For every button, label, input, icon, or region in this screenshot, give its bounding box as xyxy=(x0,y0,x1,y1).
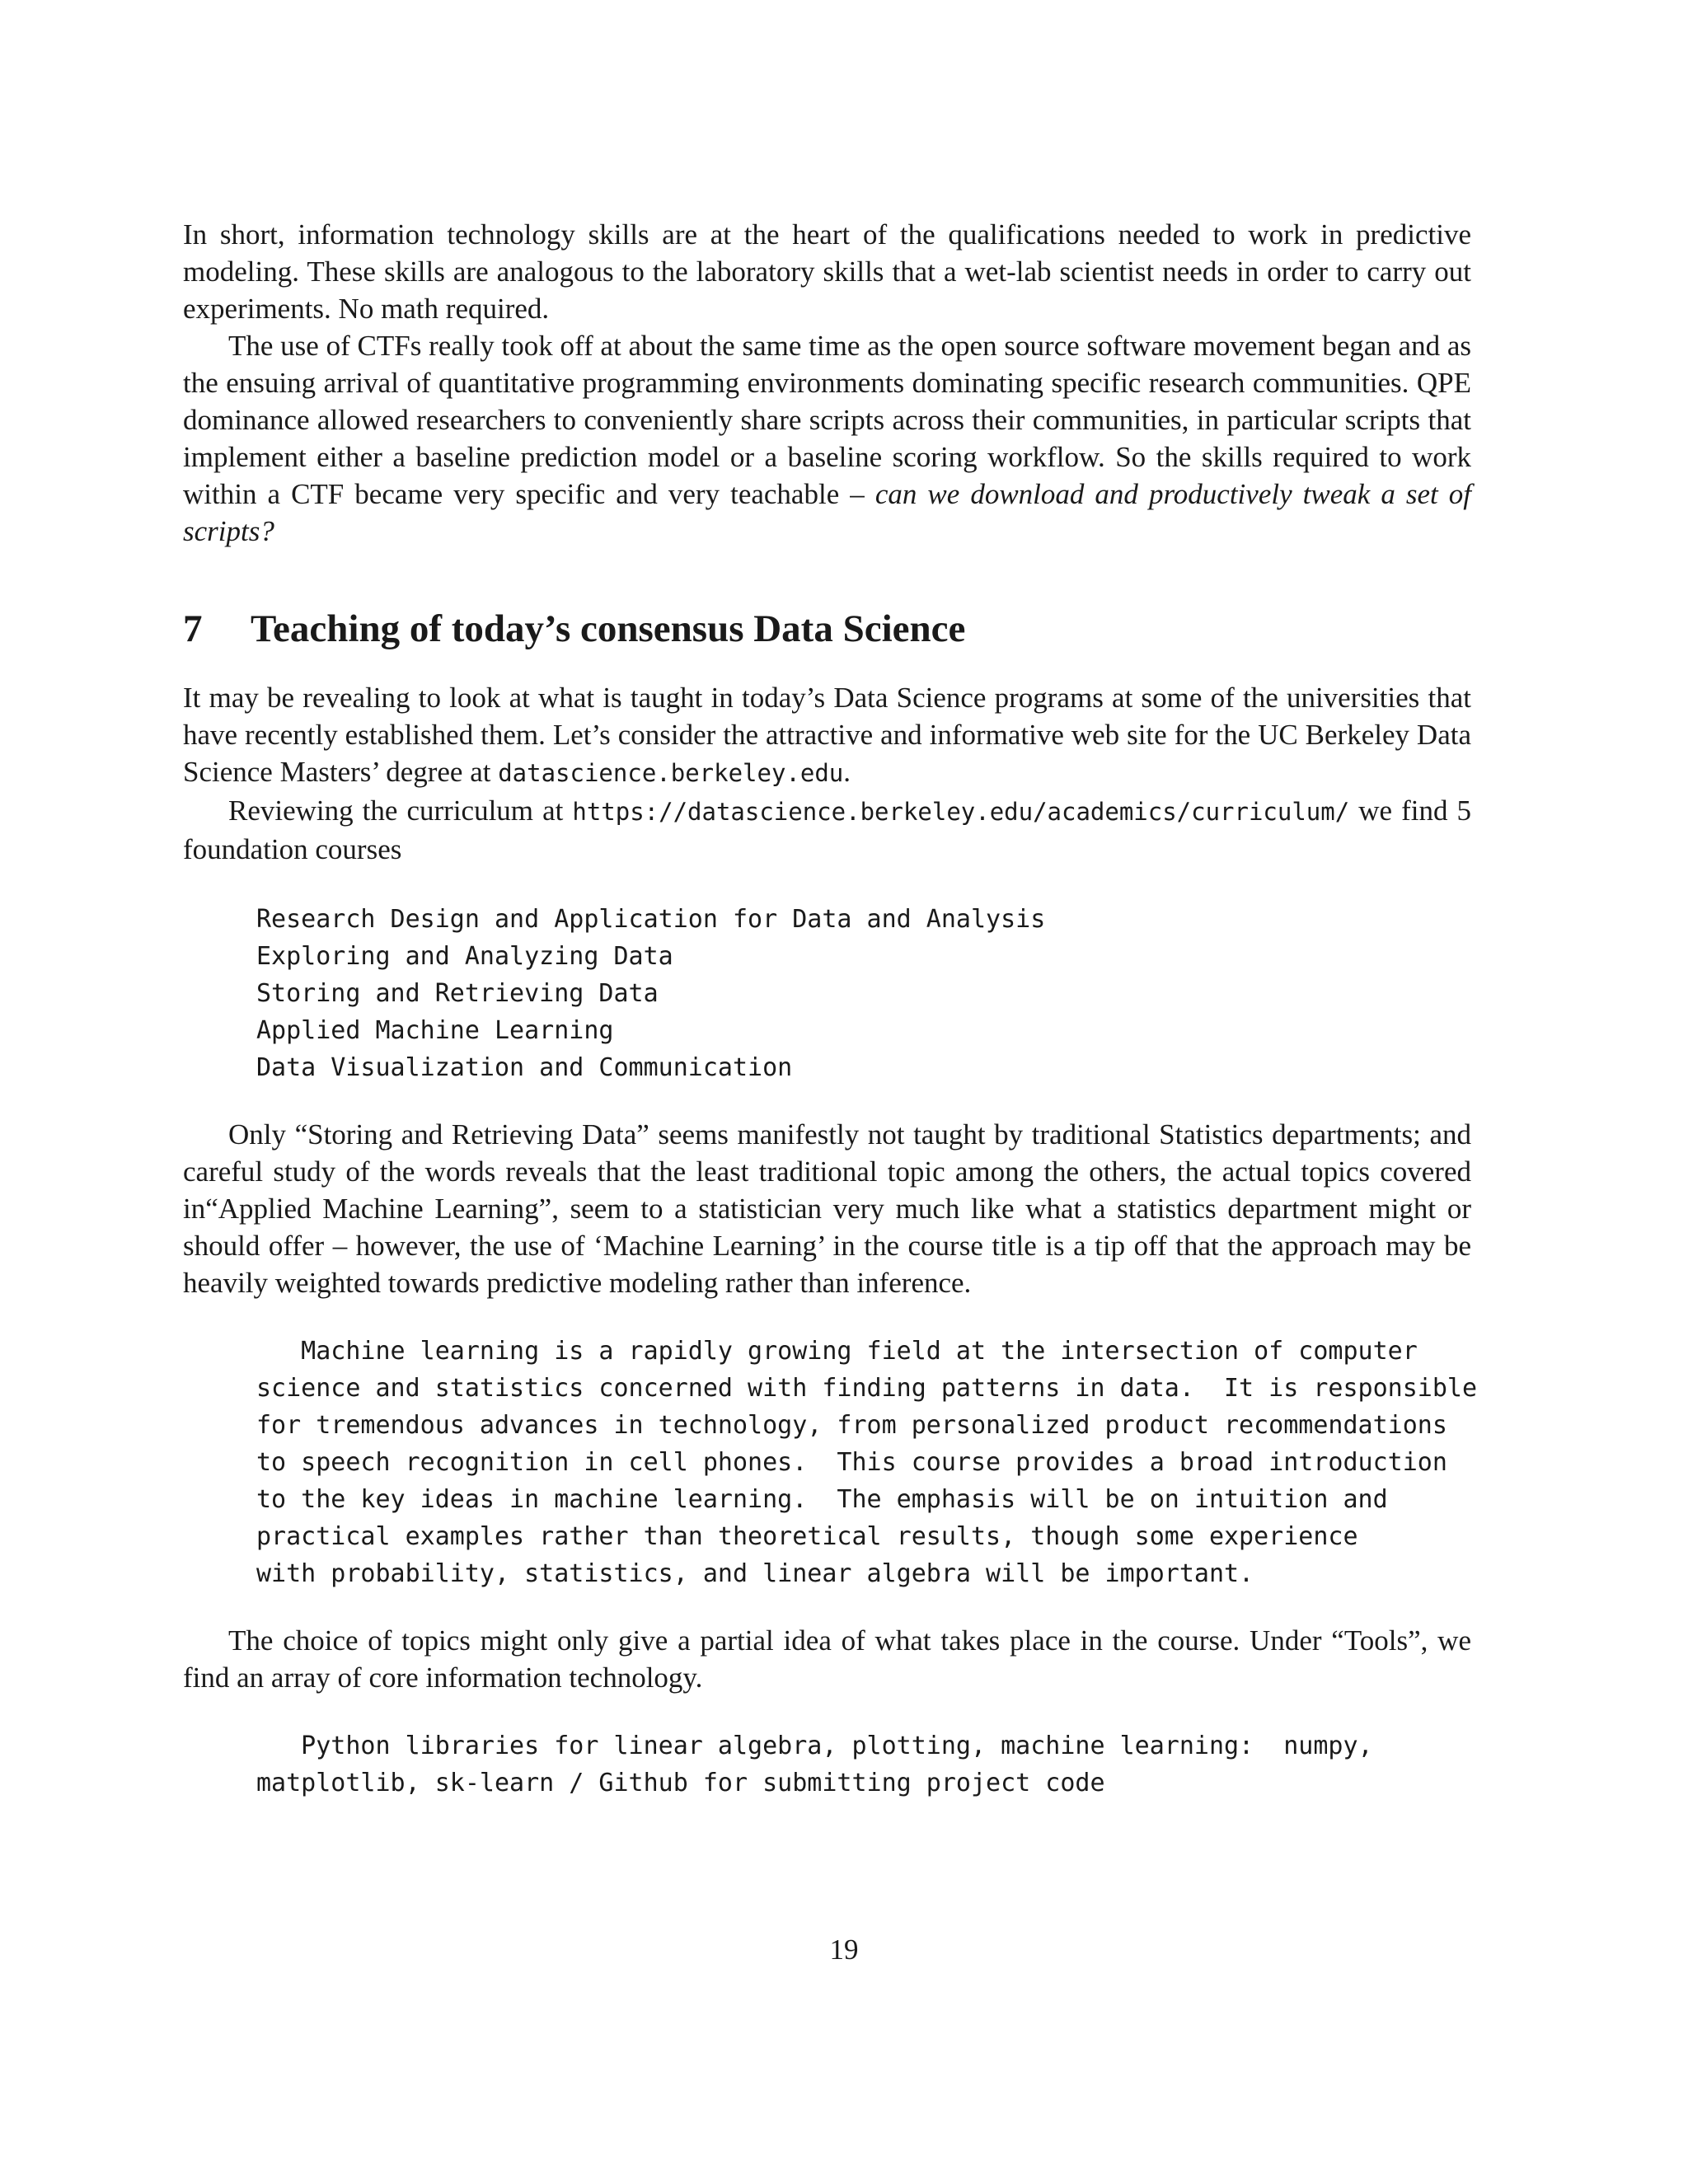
page-body xyxy=(183,216,1478,1831)
paragraph-ctf-history xyxy=(183,327,1471,550)
berkeley-site-link[interactable]: datascience.berkeley.edu xyxy=(498,759,844,787)
course-item: Storing and Retrieving Data xyxy=(256,979,659,1008)
quote-line: with probability, statistics, and linear algebra will be important. xyxy=(256,1559,1254,1588)
paragraph-berkeley-intro xyxy=(183,679,1471,792)
page-number: 19 xyxy=(829,1933,859,1966)
course-list xyxy=(256,901,1471,1086)
paragraph-tools: The choice of topics might only give a partial idea of what takes place in the course. Under “Tools”, we find an array of core information technology. xyxy=(183,1624,1471,1694)
course-item: Applied Machine Learning xyxy=(256,1016,614,1045)
section-heading xyxy=(183,606,1471,652)
tools-quote xyxy=(256,1727,1542,1802)
italic-question: can we download and productively tweak a set of scripts? xyxy=(183,478,1472,547)
curriculum-link[interactable]: https://datascience.berkeley.edu/academics/curriculum/ xyxy=(572,798,1350,826)
section-title: Teaching of today’s consensus Data Science xyxy=(251,607,966,650)
quote-line: for tremendous advances in technology, from personalized product recommendations xyxy=(256,1411,1447,1440)
paragraph-storing-retrieving: Only “Storing and Retrieving Data” seems manifestly not taught by traditional Statistics departments; and careful study of the words reveals that the least traditional topic among the others, the actual topics covered in“Applied Machine Learning”, seem to a statistician very much like what a statistics department might or should offer – however, the use of ‘Machine Learning’ in the course title is a tip off that the approach may be heavily weighted towards predictive modeling rather than inference. xyxy=(183,1118,1471,1299)
quote-line: practical examples rather than theoretical results, though some experience xyxy=(256,1522,1358,1551)
paragraph-curriculum-text: Reviewing the curriculum at xyxy=(228,794,564,827)
paragraph-curriculum-end: we find 5 foundation courses xyxy=(183,794,1472,865)
tools-line: Python libraries for linear algebra, plotting, machine learning: numpy, xyxy=(256,1732,1373,1760)
paragraph-ctf-history-text: The use of CTFs really took off at about the same time as the open source software movement began and as the ensuing arrival of quantitative programming environments dominating specific research communities. QPE dominance allowed researchers to conveniently share scripts across their communities, in particular scripts that implement either a baseline prediction model or a baseline scoring workflow. So the skills required to work within a CTF became very specific and very teachable – xyxy=(183,330,1471,510)
tools-line: matplotlib, sk-learn / Github for submitting project code xyxy=(256,1769,1105,1797)
paragraph-curriculum xyxy=(183,792,1471,868)
quote-line: science and statistics concerned with finding patterns in data. It is responsible xyxy=(256,1374,1478,1403)
course-item: Exploring and Analyzing Data xyxy=(256,942,673,971)
paragraph-berkeley-text: It may be revealing to look at what is taught in today’s Data Science programs at some of the universities that have recently established them. Let’s consider the attractive and informative web site for the UC Berkeley Data Science Masters’ degree at xyxy=(183,682,1471,788)
paragraph-it-skills: In short, information technology skills are at the heart of the qualifications needed to work in predictive modeling. These skills are analogous to the laboratory skills that a wet-lab scientist needs in order to carry out experiments. No math required. xyxy=(183,218,1471,325)
quote-line: Machine learning is a rapidly growing field at the intersection of computer xyxy=(256,1337,1418,1366)
course-item: Data Visualization and Communication xyxy=(256,1053,793,1082)
section-number: 7 xyxy=(183,607,203,650)
quote-line: to speech recognition in cell phones. This course provides a broad introduction xyxy=(256,1448,1447,1477)
paragraph-berkeley-end: . xyxy=(843,756,851,788)
quote-line: to the key ideas in machine learning. The emphasis will be on intuition and xyxy=(256,1485,1388,1514)
course-item: Research Design and Application for Data and Analysis xyxy=(256,905,1046,934)
course-description-quote xyxy=(256,1333,1542,1592)
